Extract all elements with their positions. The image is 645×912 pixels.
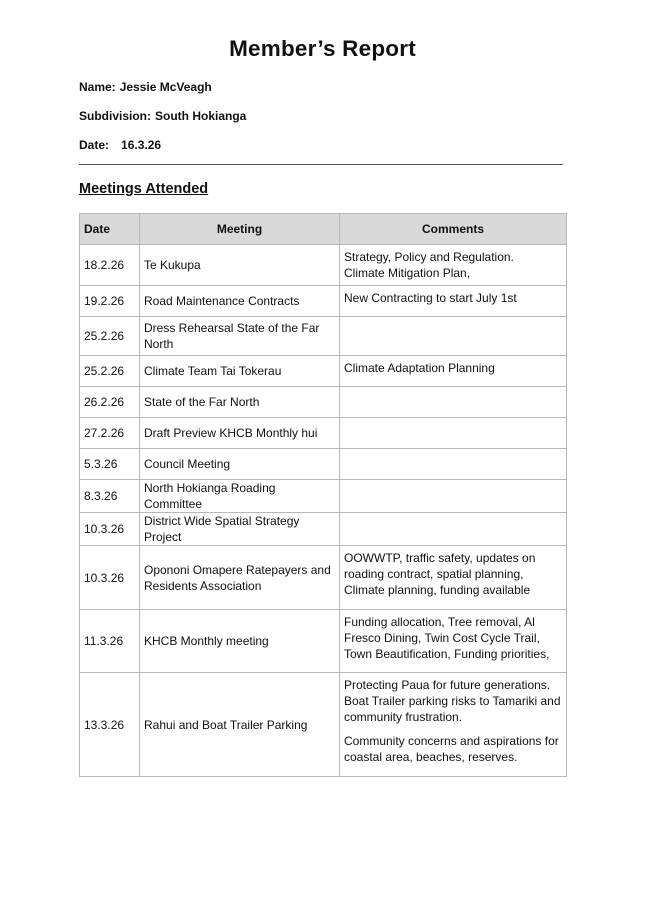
comment-paragraph: New Contracting to start July 1st [344, 291, 517, 305]
row-comments [340, 610, 567, 673]
table-row [80, 356, 567, 387]
row-comments [340, 245, 567, 286]
comment-paragraph: OOWWTP, traffic safety, updates on roading contract, spatial planning, Climate planning, funding available [344, 551, 536, 597]
row-meeting: Road Maintenance Contracts [140, 286, 340, 317]
row-meeting: State of the Far North [140, 387, 340, 418]
section-heading: Meetings Attended [79, 181, 209, 197]
row-comments [340, 546, 567, 610]
row-meeting: KHCB Monthly meeting [140, 610, 340, 673]
meetings-table [79, 213, 567, 777]
table-row [80, 387, 567, 418]
row-date: 19.2.26 [80, 286, 140, 317]
subdivision-label: Subdivision: [79, 109, 151, 123]
row-comments [340, 673, 567, 777]
row-date: 10.3.26 [80, 513, 140, 546]
table-row [80, 480, 567, 513]
comment-paragraph: Strategy, Policy and Regulation. Climate Mitigation Plan, [344, 250, 514, 280]
row-comments [340, 286, 567, 317]
row-meeting: Rahui and Boat Trailer Parking [140, 673, 340, 777]
row-comments [340, 513, 567, 546]
row-meeting: Dress Rehearsal State of the Far North [140, 317, 340, 356]
row-date: 5.3.26 [80, 449, 140, 480]
table-row [80, 418, 567, 449]
divider-line [79, 164, 563, 165]
subdivision-line [79, 109, 246, 123]
name-value: Jessie McVeagh [119, 80, 212, 94]
row-date: 25.2.26 [80, 317, 140, 356]
row-meeting: District Wide Spatial Strategy Project [140, 513, 340, 546]
row-date: 11.3.26 [80, 610, 140, 673]
row-meeting: Climate Team Tai Tokerau [140, 356, 340, 387]
row-date: 10.3.26 [80, 546, 140, 610]
header-date: Date [80, 214, 140, 245]
row-date: 8.3.26 [80, 480, 140, 513]
row-date: 25.2.26 [80, 356, 140, 387]
comment-paragraph: Community concerns and aspirations for coastal area, beaches, reserves. [344, 734, 559, 764]
name-line [79, 80, 212, 94]
subdivision-value: South Hokianga [155, 109, 247, 123]
row-comments [340, 387, 567, 418]
header-meeting: Meeting [140, 214, 340, 245]
table-row [80, 317, 567, 356]
table-row [80, 546, 567, 610]
date-label: Date: [79, 138, 110, 152]
table-body [80, 245, 567, 777]
row-meeting: Draft Preview KHCB Monthly hui [140, 418, 340, 449]
row-comments [340, 480, 567, 513]
row-date: 13.3.26 [80, 673, 140, 777]
report-title: Member’s Report [229, 36, 416, 61]
table-header-row [80, 214, 567, 245]
row-meeting: Council Meeting [140, 449, 340, 480]
header-comments: Comments [340, 214, 567, 245]
row-comments [340, 356, 567, 387]
row-meeting: Te Kukupa [140, 245, 340, 286]
comment-paragraph: Funding allocation, Tree removal, Al Fresco Dining, Twin Cost Cycle Trail, Town Beautification, Funding priorities, [344, 615, 550, 661]
row-comments [340, 418, 567, 449]
row-comments [340, 317, 567, 356]
row-meeting: North Hokianga Roading Committee [140, 480, 340, 513]
row-date: 26.2.26 [80, 387, 140, 418]
table-row [80, 449, 567, 480]
table-row [80, 513, 567, 546]
comment-paragraph: Climate Adaptation Planning [344, 361, 495, 375]
row-date: 27.2.26 [80, 418, 140, 449]
name-label: Name: [79, 80, 116, 94]
table-row [80, 673, 567, 777]
table-row [80, 286, 567, 317]
row-comments [340, 449, 567, 480]
date-line [79, 138, 161, 152]
row-meeting: Opononi Omapere Ratepayers and Residents Association [140, 546, 340, 610]
date-value: 16.3.26 [121, 138, 162, 152]
table-row [80, 610, 567, 673]
comment-paragraph: Protecting Paua for future generations. Boat Trailer parking risks to Tamariki and community frustration. [344, 678, 561, 724]
row-date: 18.2.26 [80, 245, 140, 286]
table-row [80, 245, 567, 286]
